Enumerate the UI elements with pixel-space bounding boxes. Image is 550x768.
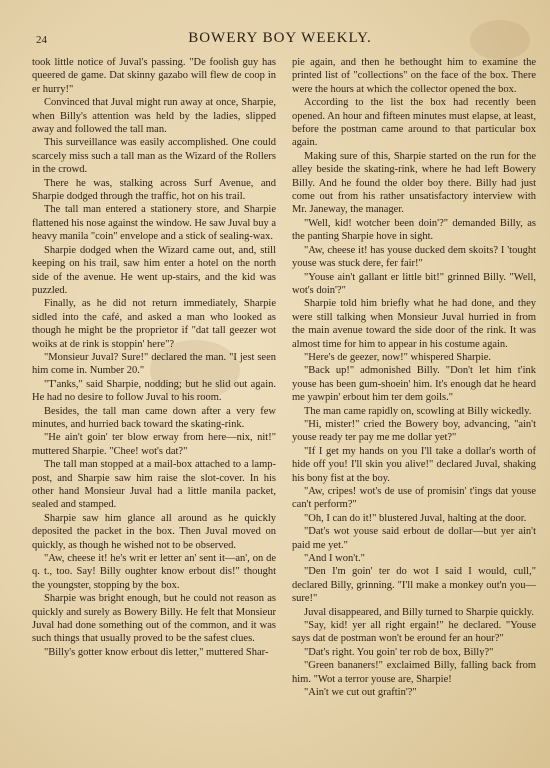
page-number: 24: [36, 34, 47, 46]
paragraph: "Oh, I can do it!" blustered Juval, halting at the door.: [304, 512, 527, 524]
paragraph: The tall man stopped at a mail-box attached to a lamp-post, and Sharpie saw him raise the slot-cover. In his other hand Monsieur Juval had a little manila packet, sealed and stamped.: [32, 459, 276, 511]
paragraph: "Well, kid! wotcher been doin'?" demanded Billy, as the panting Sharpie hove in sight.: [292, 217, 536, 243]
paragraph: "He ain't goin' ter blow erway from here—nix, nit!" muttered Sharpie. "Chee! wot's dat?": [32, 432, 276, 457]
paragraph: "Back up!" admonished Billy. "Don't let him t'ink youse has been gum-shoein' him. It's enough dat he heard me yawpin' erbout him ter dem goils.": [292, 365, 536, 404]
paragraph: "Dat's right. You goin' ter rob de box, Billy?": [304, 646, 494, 658]
paragraph: "Den I'm goin' ter do wot I said I would, cull," declared Billy, grinning. "I'll make a monkey out'n you—sure!": [292, 566, 536, 605]
page-header: [28, 28, 532, 48]
paragraph: "Youse ain't gallant er little bit!" grinned Billy. "Well, wot's doin'?": [292, 271, 536, 296]
paragraph: The tall man entered a stationery store, and Sharpie flattened his nose against the window. He saw Juval buy a heavy manila "coin" envelope and a stick of sealing-wax.: [32, 204, 276, 243]
paragraph: "And I won't.": [304, 553, 365, 565]
text-columns: [32, 56, 536, 756]
paragraph: "Aw, cheese it! he's writ er letter an' sent it—an', on de q. t., too. Say! Billy oughter know erbout dis!" thought the youngster, stopping by the box.: [32, 553, 276, 591]
paragraph: "Billy's gotter know erbout dis letter," muttered Shar-: [44, 646, 269, 658]
paragraph: Convinced that Juval might run away at once, Sharpie, when Billy's attention was held by the ladies, slipped away and followed the tall man.: [32, 97, 276, 136]
paragraph: This surveillance was easily accomplished. One could scarcely miss such a tall man as the Wizard of the Rollers in the crowd.: [32, 137, 276, 176]
paragraph: "If I get my hands on you I'll take a dollar's worth of hide off you! I'll skin you alive!" declared Juval, shaking his bony fist at the boy.: [292, 445, 536, 484]
paragraph: "Here's de geezer, now!" whispered Sharpie.: [304, 351, 492, 363]
paragraph: Making sure of this, Sharpie started on the run for the alley beside the skating-rink, where he had left Bowery Billy. And he found the older boy there. Billy had just come out from his rather unsatisfactory interview with Mr. Janeway, the manager.: [292, 150, 536, 216]
paragraph: "T'anks," said Sharpie, nodding; but he slid out again. He had no desire to follow Juval to his room.: [32, 378, 276, 404]
paragraph: "Green bananers!" exclaimed Billy, falling back from him. "Wot a terror youse are, Sharpie!: [292, 660, 536, 685]
paragraph: "Dat's wot youse said erbout de dollar—but yer ain't paid me yet.": [292, 526, 536, 551]
paragraph: Sharpie was bright enough, but he could not reason as quickly and surely as Bowery Billy. He felt that Monsieur Juval had done something out of the common, and it was such things that usually proved to be the safest clues.: [32, 593, 276, 645]
paragraph: Juval disappeared, and Billy turned to Sharpie quickly.: [304, 606, 534, 618]
paragraph: Besides, the tall man came down after a very few minutes, and hurried back toward the skating-rink.: [32, 405, 276, 430]
paragraph: According to the list the box had recently been opened. An hour and fifteen minutes must elapse, at least, before the postman came around to that particular box again.: [292, 97, 536, 149]
paragraph: "Say, kid! yer all right ergain!" he declared. "Youse says dat de postman won't be eround fer an hour?": [292, 620, 536, 645]
paragraph: Sharpie told him briefly what he had done, and they were still talking when Monsieur Juval hurried in from the main avenue toward the side door of the rink. It was almost time for him to appear in his costume again.: [292, 298, 536, 350]
paragraph: "Aw, cheese it! has youse ducked dem skoits? I 'tought youse was stuck dere, fer fair!": [292, 244, 536, 270]
paragraph: The man came rapidly on, scowling at Billy wickedly.: [304, 405, 532, 417]
paragraph: pie again, and then he bethought him to examine the printed list of "collections" on the face of the box. There were the hours at which the collector opened the box.: [292, 57, 536, 95]
paragraph: Sharpie saw him glance all around as he quickly deposited the packet in the box. Then Juval moved on quickly, as though he wished not to be observed.: [32, 512, 276, 551]
paragraph: "Monsieur Juval? Sure!" declared the man. "I jest seen him come in. Number 20.": [32, 351, 276, 377]
left-column: [32, 56, 276, 756]
paragraph: "Hi, mister!" cried the Bowery boy, advancing, "ain't youse ready ter pay me me dollar yet?": [292, 418, 536, 444]
running-title: BOWERY BOY WEEKLY.: [188, 30, 372, 46]
right-column: [292, 56, 536, 756]
paragraph: "Aw, cripes! wot's de use of promisin' t'ings dat youse can't perform?": [292, 486, 536, 511]
paragraph: "Ain't we cut out graftin'?": [304, 687, 417, 699]
paragraph: took little notice of Juval's passing. "De foolish guy has queered de game. Dat skinny gazabo will flew de coop in er hurry!": [32, 57, 276, 95]
paragraph: There he was, stalking across Surf Avenue, and Sharpie dodged through the traffic, hot on his trail.: [32, 177, 276, 203]
paragraph: Finally, as he did not return immediately, Sharpie sidled into the café, and asked a man who looked as though he might be the proprietor if "dat tall geezer wot woiks at de rink is stoppin' here"?: [32, 298, 276, 350]
paragraph: Sharpie dodged when the Wizard came out, and, still keeping on his trail, saw him enter a hotel on the north side of the avenue. He went up-stairs, and the kid was puzzled.: [32, 244, 276, 296]
